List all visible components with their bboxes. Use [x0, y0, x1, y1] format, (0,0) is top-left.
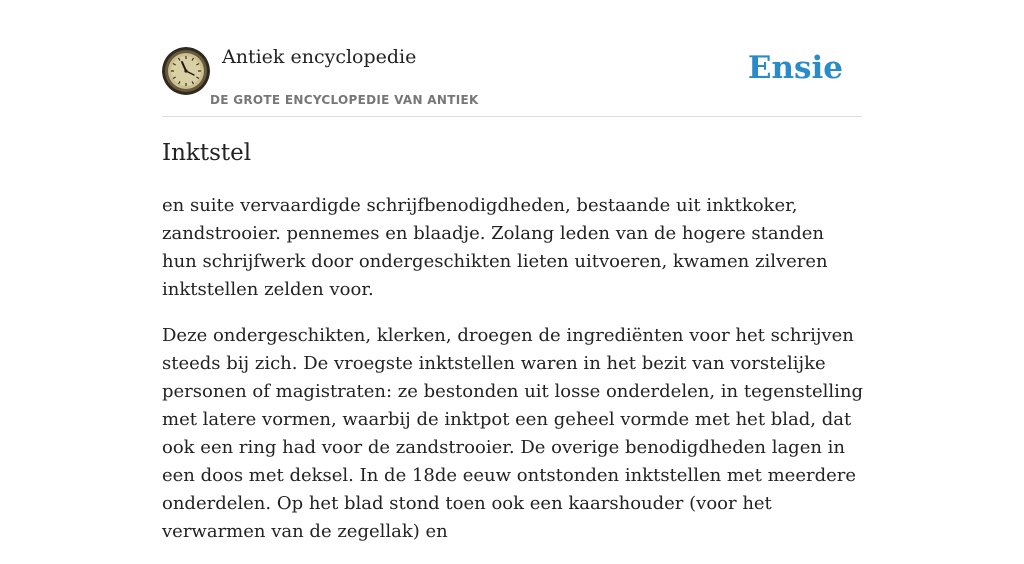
- antique-clock-icon[interactable]: [162, 47, 210, 95]
- article-paragraph: Deze ondergeschikten, klerken, droegen de ingrediënten voor het schrijven steeds bij zich. De vroegste inktstellen waren in het bezit van vorstelijke personen of magistraten: ze bestonden uit losse onderdelen, in tegenstelling met latere vormen, waarbij de inktpot een geheel vormde met het blad, dat ook een ring had voor de zandstrooier. De overige benodigdheden lagen in een doos met deksel. In de 18de eeuw ontstonden inktstellen met meerdere onderdelen. Op het blad stond toen ook een kaarshouder (voor het verwarmen van de zegellak) en: [162, 325, 864, 542]
- site-title-link[interactable]: Antiek encyclopedie: [222, 46, 417, 68]
- page-container: [162, 0, 864, 542]
- site-header: [162, 0, 862, 117]
- article-content: [162, 192, 864, 564]
- page-title: Inktstel: [162, 140, 252, 166]
- site-subtitle: DE GROTE ENCYCLOPEDIE VAN ANTIEK: [210, 93, 479, 107]
- article-paragraph: en suite vervaardigde schrijfbenodigdheden, bestaande uit inktkoker, zandstrooier. pennemes en blaadje. Zolang leden van de hogere standen hun schrijfwerk door ondergeschikten lieten uitvoeren, kwamen zilveren inktstellen zelden voor.: [162, 195, 828, 300]
- ensie-brand-link[interactable]: Ensie: [747, 50, 843, 86]
